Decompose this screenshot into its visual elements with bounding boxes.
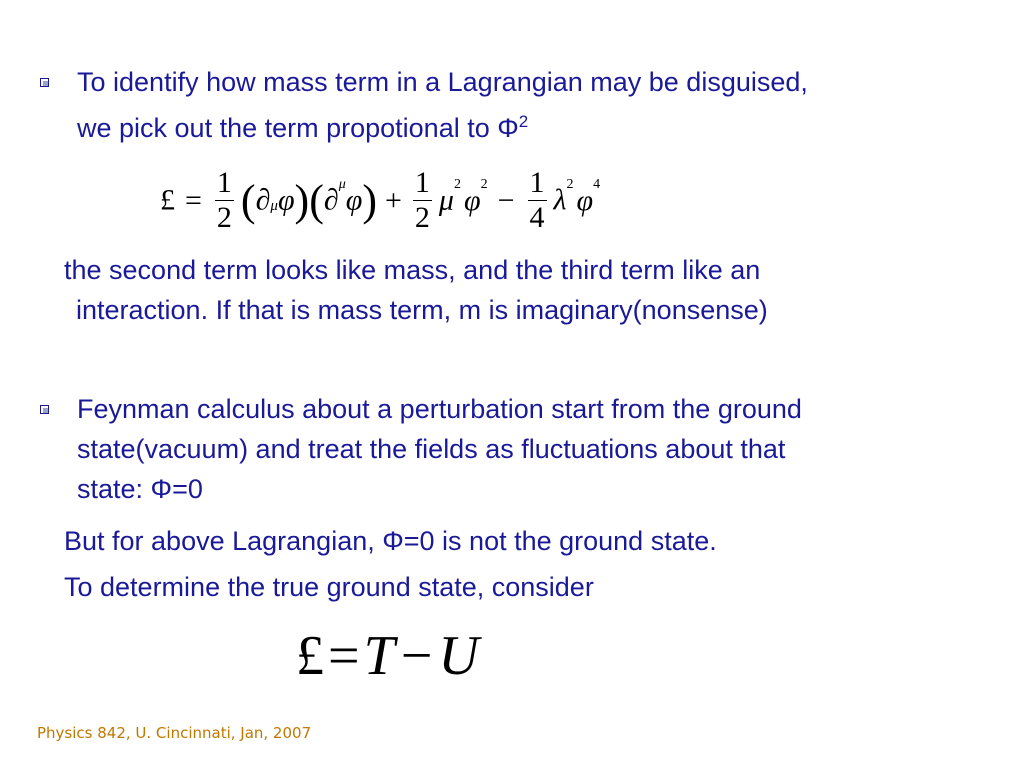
eq2-equals: = (328, 625, 360, 687)
bullet-1-line-1: To identify how mass term in a Lagrangian may be disguised, (77, 67, 808, 97)
eq1-frac-half-2 (412, 166, 433, 235)
bullet-1-line-2 (77, 102, 808, 148)
bullet-2-line-1: Feynman calculus about a perturbation start from the ground (77, 394, 802, 424)
bullet-marker-1 (40, 78, 49, 87)
eq1-rparen-2: ) (362, 176, 377, 225)
eq1-frac3-den: 4 (529, 201, 545, 234)
eq1-frac-half-1 (214, 166, 235, 235)
eq2-minus: − (400, 625, 433, 687)
bullet-2-text (77, 389, 802, 509)
eq1-frac2-den: 2 (414, 201, 430, 234)
bullet-1-text (77, 62, 808, 148)
lagrangian-equation (160, 166, 600, 235)
eq1-rparen-1: ) (294, 176, 310, 225)
eq1-minus: − (497, 183, 515, 217)
eq2-potential-U: U (438, 625, 479, 687)
mass-interpretation-text (64, 250, 768, 330)
eq1-mu-squared: 2 (453, 177, 461, 193)
phi-squared-superscript: 2 (518, 112, 529, 131)
eq1-lambda-squared: 2 (566, 177, 574, 193)
eq1-partial-1: ∂ (255, 183, 271, 217)
slide-footer: Physics 842, U. Cincinnati, Jan, 2007 (37, 724, 312, 742)
eq1-phi-4: φ (576, 183, 594, 217)
eq1-lparen-1: ( (240, 176, 256, 225)
bullet-marker-2 (40, 405, 49, 414)
mass-interpretation-line-1: the second term looks like mass, and the third term like an (64, 255, 761, 285)
eq2-kinetic-T: T (363, 625, 395, 687)
eq1-frac-quarter (527, 166, 548, 235)
eq1-frac3-num: 1 (529, 166, 545, 199)
eq1-phi-squared: 2 (480, 177, 488, 193)
eq1-sub-mu: μ (270, 198, 278, 215)
eq1-frac1-den: 2 (216, 201, 232, 234)
eq1-frac2-num: 1 (414, 166, 430, 199)
bullet-1-line-2-text: we pick out the term propotional to Φ (77, 113, 519, 143)
eq1-equals: = (185, 183, 202, 217)
bullet-2-line-3: state: Φ=0 (77, 474, 203, 504)
eq1-partial-2: ∂ (323, 183, 339, 217)
eq1-phi-1: φ (277, 183, 295, 217)
eq1-lhs-symbol: £ (160, 183, 175, 217)
eq1-phi-3: φ (463, 183, 481, 217)
eq1-lparen-2: ( (309, 176, 324, 225)
eq1-phi-2: φ (345, 183, 363, 217)
eq2-lhs-symbol: £ (296, 625, 324, 687)
eq1-lambda: λ (553, 183, 567, 217)
consider-text: To determine the true ground state, consider (64, 572, 594, 602)
eq1-sup-mu: μ (338, 177, 346, 193)
lagrangian-t-minus-u-equation (296, 620, 479, 692)
eq1-frac1-num: 1 (216, 166, 232, 199)
ground-state-text: But for above Lagrangian, Φ=0 is not the ground state. (64, 526, 717, 556)
mass-interpretation-line-2: interaction. If that is mass term, m is imaginary(nonsense) (76, 295, 768, 325)
eq1-plus: + (384, 183, 402, 217)
bullet-2-line-2: state(vacuum) and treat the fields as fluctuations about that (77, 434, 786, 464)
eq1-phi-fourth: 4 (593, 177, 601, 193)
eq1-mu: μ (438, 183, 454, 217)
